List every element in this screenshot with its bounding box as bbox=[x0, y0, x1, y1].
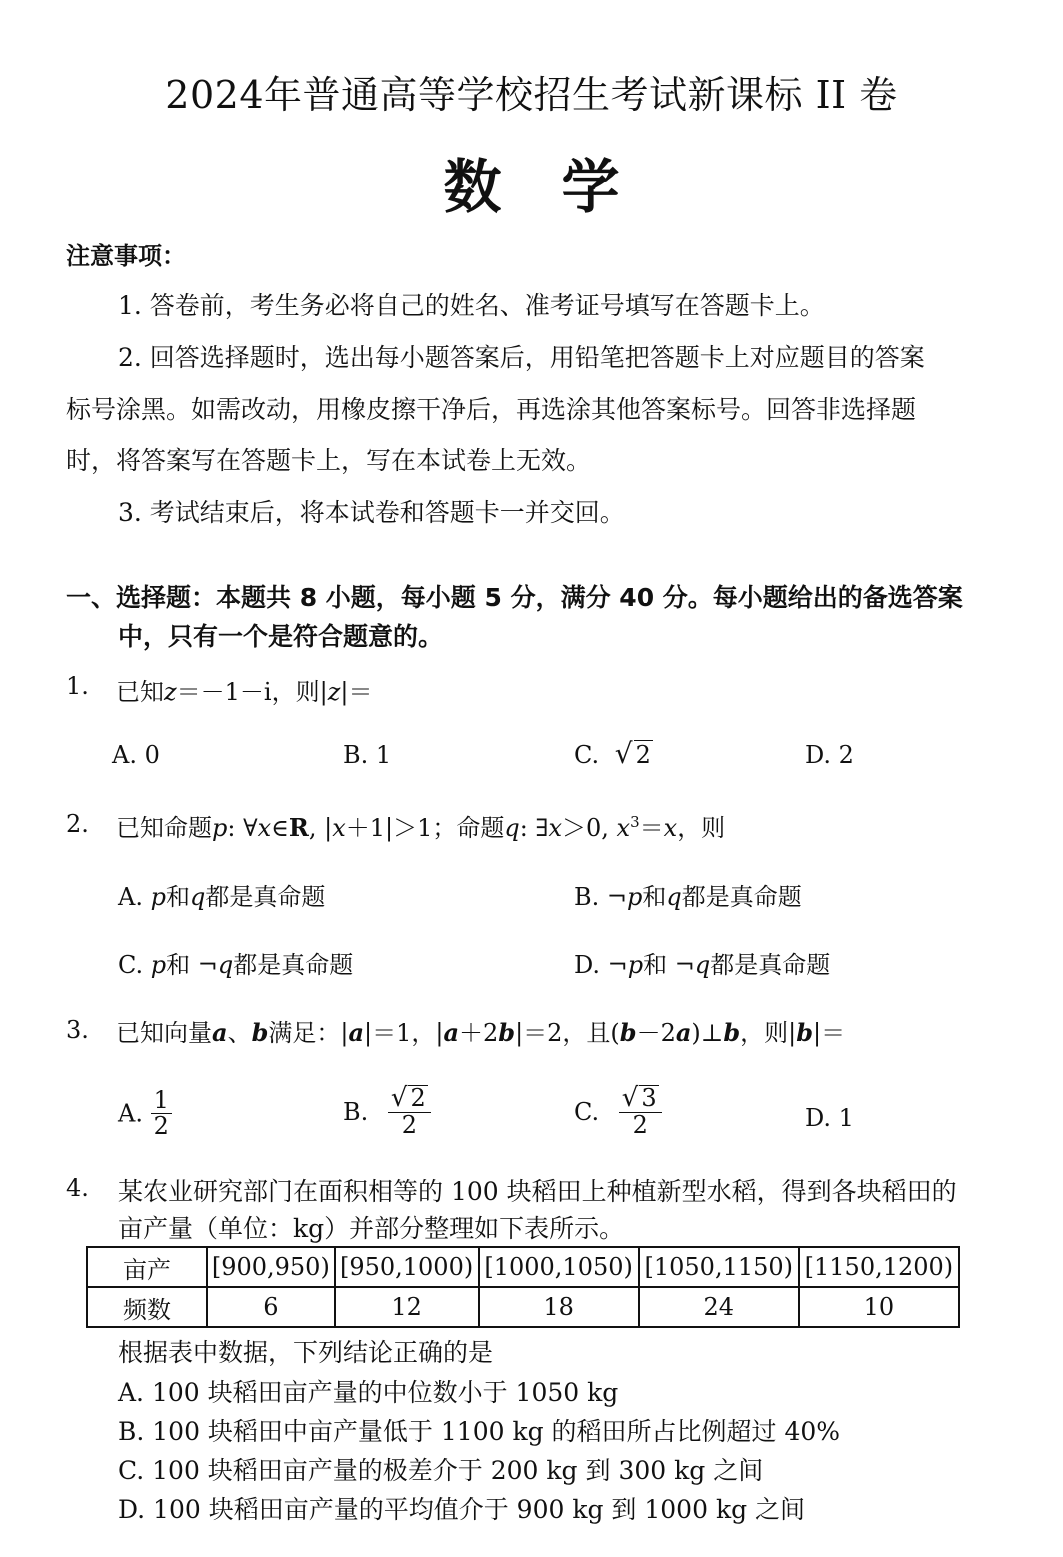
question-1-stem: 已知z＝－1－i，则|z|＝ bbox=[116, 678, 373, 706]
table-cell: 24 bbox=[639, 1287, 799, 1327]
question-2-option-a: A. p和q都是真命题 bbox=[118, 883, 326, 911]
table-row bbox=[87, 1287, 959, 1327]
table-cell: [1000,1050) bbox=[479, 1247, 639, 1287]
question-1-option-d: D. 2 bbox=[805, 741, 854, 769]
section-heading-line-2: 中，只有一个是符合题意的。 bbox=[118, 622, 444, 651]
table-cell: [950,1000) bbox=[335, 1247, 479, 1287]
question-4-option-c: C. 100 块稻田亩产量的极差介于 200 kg 到 300 kg 之间 bbox=[118, 1456, 764, 1485]
table-cell: 18 bbox=[479, 1287, 639, 1327]
radical-sign: √ bbox=[614, 737, 633, 770]
table-cell: 10 bbox=[799, 1287, 959, 1327]
table-cell: 6 bbox=[207, 1287, 335, 1327]
question-1-option-b: B. 1 bbox=[343, 741, 392, 769]
question-2-option-c: C. p和 ¬q都是真命题 bbox=[118, 951, 354, 979]
question-2-stem: 已知命题p: ∀x∈R, |x＋1|＞1；命题q: ∃x＞0, $x^3=x$，则 bbox=[116, 813, 726, 842]
question-1-option-a: A. 0 bbox=[112, 741, 160, 769]
question-4-prompt: 根据表中数据，下列结论正确的是 bbox=[118, 1338, 494, 1367]
question-4-option-b: B. 100 块稻田中亩产量低于 1100 kg 的稻田所占比例超过 40% bbox=[118, 1417, 841, 1446]
notice-item-3: 3. 考试结束后，将本试卷和答题卡一并交回。 bbox=[118, 498, 625, 527]
table-cell: 12 bbox=[335, 1287, 479, 1327]
table-row-header: 频数 bbox=[87, 1287, 207, 1327]
table-cell: [900,950) bbox=[207, 1247, 335, 1287]
question-2-option-b: B. ¬p和q都是真命题 bbox=[574, 883, 802, 911]
exam-title: 2024年普通高等学校招生考试新课标 II 卷 bbox=[165, 73, 898, 117]
question-1-number: 1. bbox=[66, 672, 89, 700]
table-cell: [1050,1150) bbox=[639, 1247, 799, 1287]
yield-table bbox=[86, 1246, 960, 1328]
notice-item-1: 1. 答卷前，考生务必将自己的姓名、准考证号填写在答题卡上。 bbox=[118, 291, 825, 320]
table-cell: [1150,1200) bbox=[799, 1247, 959, 1287]
question-3-option-d: D. 1 bbox=[805, 1104, 854, 1132]
question-3-stem: 已知向量a、b满足：|a|＝1，|a＋2b|＝2，且(b－2a)⊥b，则|b|＝ bbox=[116, 1018, 846, 1047]
notice-item-2-line-2: 标号涂黑。如需改动，用橡皮擦干净后，再选涂其他答案标号。回答非选择题 bbox=[66, 395, 917, 424]
question-4-number: 4. bbox=[66, 1174, 89, 1202]
section-heading-line-1: 一、选择题：本题共 8 小题，每小题 5 分，满分 40 分。每小题给出的备选答案 bbox=[66, 583, 963, 612]
radical-sign: √ bbox=[390, 1083, 408, 1113]
notice-item-2-line-1: 2. 回答选择题时，选出每小题答案后，用铅笔把答题卡上对应题目的答案 bbox=[118, 343, 925, 372]
question-3-option-a: A. $\frac{1}{2}$ bbox=[118, 1088, 172, 1139]
question-3-option-c: C. $\frac{√ 3}{2}$ bbox=[574, 1085, 662, 1138]
notice-item-2-line-3: 时，将答案写在答题卡上，写在本试卷上无效。 bbox=[66, 446, 592, 475]
question-4-option-a: A. 100 块稻田亩产量的中位数小于 1050 kg bbox=[118, 1378, 619, 1407]
question-3-number: 3. bbox=[66, 1016, 89, 1044]
table-row-header: 亩产 bbox=[87, 1247, 207, 1287]
notice-heading: 注意事项： bbox=[66, 242, 186, 270]
question-4-stem-line-2: 亩产量（单位：kg）并部分整理如下表所示。 bbox=[118, 1214, 625, 1243]
question-2-number: 2. bbox=[66, 810, 89, 838]
question-4-option-d: D. 100 块稻田亩产量的平均值介于 900 kg 到 1000 kg 之间 bbox=[118, 1495, 806, 1524]
question-2-option-d: D. ¬p和 ¬q都是真命题 bbox=[574, 951, 831, 979]
subject-title: 数学 bbox=[443, 153, 680, 221]
question-4-stem-line-1: 某农业研究部门在面积相等的 100 块稻田上种植新型水稻，得到各块稻田的 bbox=[118, 1177, 957, 1206]
table-row bbox=[87, 1247, 959, 1287]
question-1-option-c: C. √ 2 bbox=[574, 737, 651, 770]
radical-sign: √ bbox=[621, 1083, 639, 1113]
question-3-option-b: B. $\frac{√ 2}{2}$ bbox=[343, 1085, 431, 1138]
